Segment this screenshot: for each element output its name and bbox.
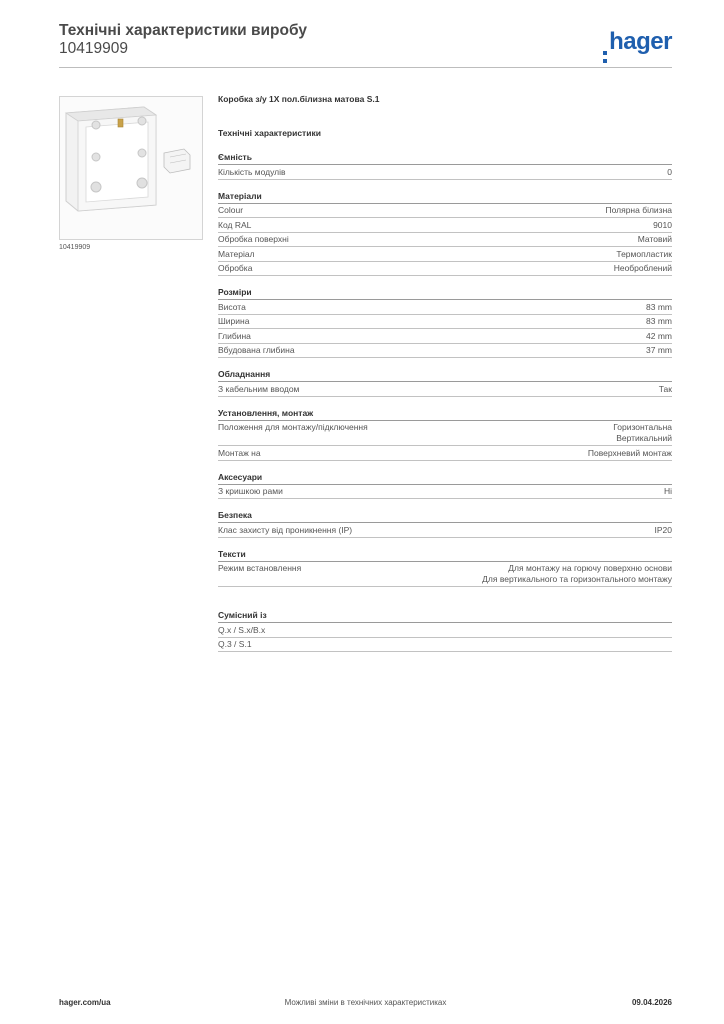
document-title: Технічні характеристики виробу	[59, 22, 307, 39]
spec-value: Так	[658, 383, 672, 394]
spec-row	[218, 382, 672, 397]
spec-label: Положення для монтажу/підключення	[218, 422, 368, 432]
spec-row	[218, 523, 672, 538]
spec-value: Для монтажу на горючу поверхню основи Для вертикального та горизонтального монтажу	[482, 563, 672, 584]
spec-row	[218, 204, 672, 219]
spec-value: Ні	[663, 486, 672, 496]
spec-label: Вбудована глибина	[218, 345, 295, 355]
spec-label: Монтаж на	[218, 447, 261, 458]
compatibility-row: Q.x / S.x/B.x	[218, 623, 672, 638]
compatibility-group	[218, 609, 672, 652]
spec-label: З кабельним вводом	[218, 383, 300, 394]
spec-value: Поверхневий монтаж	[587, 447, 672, 458]
spec-heading: Технічні характеристики	[218, 128, 321, 138]
spec-row	[218, 315, 672, 330]
product-name: Коробка з/у 1X пол.білизна матова S.1	[218, 94, 380, 104]
spec-group	[218, 286, 672, 358]
spec-row	[218, 218, 672, 233]
image-caption: 10419909	[59, 244, 91, 251]
spec-label: Матеріал	[218, 248, 255, 259]
spec-group	[218, 548, 672, 588]
footer-note: Можливі зміни в технічних характеристиках	[284, 998, 447, 1007]
spec-label: Colour	[218, 205, 244, 215]
product-box-illustration	[60, 97, 202, 239]
spec-group	[218, 407, 672, 461]
footer-website: hager.com/ua	[59, 998, 111, 1007]
spec-row	[218, 344, 672, 359]
spec-value: 9010	[653, 219, 672, 230]
compatibility-title: Сумісний із	[218, 609, 672, 623]
spec-group	[218, 368, 672, 397]
spec-value: Горизонтальна Вертикальний	[613, 422, 672, 443]
spec-groups	[218, 151, 672, 587]
spec-group-title: Ємність	[218, 151, 672, 165]
spec-label: Код RAL	[218, 219, 252, 230]
spec-value: 37 mm	[646, 345, 672, 355]
spec-group-title: Установлення, монтаж	[218, 407, 672, 421]
spec-group-title: Обладнання	[218, 368, 672, 382]
spec-value: Необроблений	[613, 263, 672, 273]
hager-logo: hager	[609, 28, 672, 55]
spec-value: 83 mm	[646, 301, 672, 312]
compatibility-row: Q.3 / S.1	[218, 638, 672, 653]
spec-group	[218, 509, 672, 538]
spec-row	[218, 233, 672, 248]
spec-value: 83 mm	[646, 316, 672, 326]
spec-value: 0	[667, 166, 672, 177]
product-number: 10419909	[59, 40, 128, 57]
spec-label: Клас захисту від проникнення (IP)	[218, 524, 353, 535]
spec-label: Обробка	[218, 263, 253, 273]
spec-group	[218, 151, 672, 180]
spec-label: Глибина	[218, 330, 251, 341]
spec-group-title: Тексти	[218, 548, 672, 562]
spec-row	[218, 329, 672, 344]
spec-row	[218, 562, 672, 588]
spec-value: IP20	[654, 524, 672, 535]
spec-row	[218, 262, 672, 277]
spec-label: Висота	[218, 301, 246, 312]
spec-label: Кількість модулів	[218, 166, 286, 177]
spec-label: З кришкою рами	[218, 486, 283, 496]
spec-group	[218, 190, 672, 277]
spec-label: Режим встановлення	[218, 563, 302, 573]
header-divider	[59, 67, 672, 68]
spec-label: Ширина	[218, 316, 250, 326]
product-image	[59, 96, 203, 240]
spec-group-title: Розміри	[218, 286, 672, 300]
spec-row	[218, 446, 672, 461]
spec-value: Термопластик	[616, 248, 672, 259]
spec-row	[218, 165, 672, 180]
spec-group-title: Аксесуари	[218, 471, 672, 485]
spec-row	[218, 300, 672, 315]
spec-row	[218, 485, 672, 500]
spec-row	[218, 247, 672, 262]
specifications	[218, 94, 672, 662]
spec-value: Полярна білизна	[605, 205, 672, 215]
spec-group	[218, 471, 672, 500]
spec-group-title: Безпека	[218, 509, 672, 523]
footer-date: 09.04.2026	[631, 998, 672, 1007]
spec-label: Обробка поверхні	[218, 234, 289, 244]
page-header	[59, 22, 672, 68]
spec-value: Матовий	[637, 234, 672, 244]
spec-row	[218, 421, 672, 447]
spec-value: 42 mm	[646, 330, 672, 341]
spec-group-title: Матеріали	[218, 190, 672, 204]
